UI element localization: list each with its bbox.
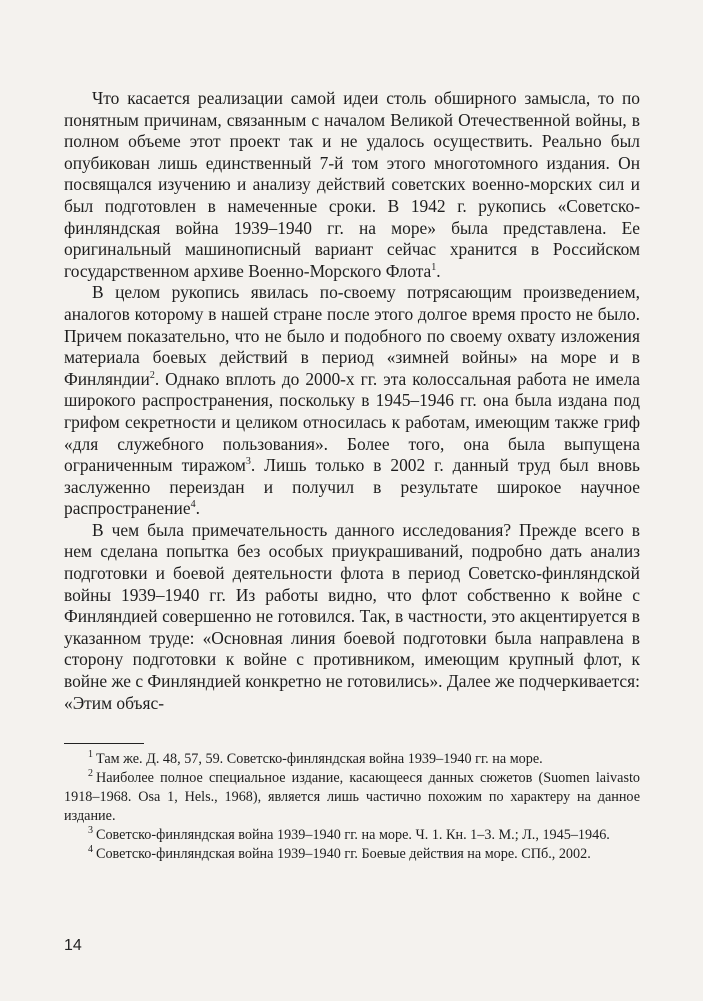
footnote-1: $^1$ Там же. Д. 48, 57, 59. Советско-финляндская война 1939–1940 гг. на море. — [88, 749, 543, 767]
footnote-4: $^4$ Советско-финляндская война 1939–1940 гг. Боевые действия на море. СПб., 2002. — [88, 844, 591, 862]
footnote-2: $^2$ Наиболее полное специальное издание, касающееся данных сюжетов (Suomen laivasto 1918–1968. Osa 1, Hels., 1968), является лишь частично похожим по характеру на данное издание. — [64, 768, 640, 824]
footnote-ref-3: 3 — [245, 456, 251, 468]
footnote-ref-2: 2 — [149, 369, 155, 381]
footnotes — [64, 750, 640, 864]
footnote-divider — [64, 743, 144, 744]
paragraph-2: В целом рукопись явилась по-своему потрясающим произведением, аналогов которому в нашей стране после этого долгое время просто не было. Причем показательно, что не было и подобного по своему охвату изложения материала боевых действий в период «зимней войны» на море и в Финляндии$^2$. Однако вплоть до 2000-х гг. эта колоссальная работа не имела широкого распространения, поскольку в 1945–1946 гг. она была издана под грифом секретности и целиком относилась к работам, имеющим также гриф «для служебного пользования». Более того, она была выпущена ограниченным тиражом$^3$. Лишь только в 2002 г. данный труд был вновь заслуженно переиздан и получил в результате широкое научное распространение$^4$. — [64, 282, 640, 519]
main-text — [64, 88, 640, 714]
paragraph-1: Что касается реализации самой идеи столь обширного замысла, то по понятным причинам, связанным с началом Великой Отечественной войны, в полном объеме этот проект так и не удалось осуществить. Реально был опубикован лишь единственный 7-й том этого многотомного издания. Он посвящался изучению и анализу действий советских военно-морских сил и был подготовлен в намеченные сроки. В 1942 г. рукопись «Советско-финляндская война 1939–1940 гг. на море» была представлена. Ее оригинальный машинописный вариант сейчас хранится в Российском государственном архиве Военно-Морского Флота$^1$. — [64, 88, 640, 281]
footnote-3: $^3$ Советско-финляндская война 1939–1940 гг. на море. Ч. 1. Кн. 1–3. М.; Л., 1945–1946. — [88, 825, 610, 843]
footnote-ref-1: 1 — [431, 261, 437, 273]
page-number: 14 — [64, 937, 82, 954]
footnote-ref-4: 4 — [190, 499, 196, 511]
paragraph-3: В чем была примечательность данного исследования? Прежде всего в нем сделана попытка без особых приукрашиваний, подробно дать анализ подготовки и боевой деятельности флота в период Советско-финляндской войны 1939–1940 гг. Из работы видно, что флот собственно к войне с Финляндией совершенно не готовился. Так, в частности, это акцентируется в указанном труде: «Основная линия боевой подготовки была направлена в сторону подготовки к войне с противником, имеющим крупный флот, к войне же с Финляндией конкретно не готовились». Далее же подчеркивается: «Этим объяс- — [64, 519, 640, 713]
